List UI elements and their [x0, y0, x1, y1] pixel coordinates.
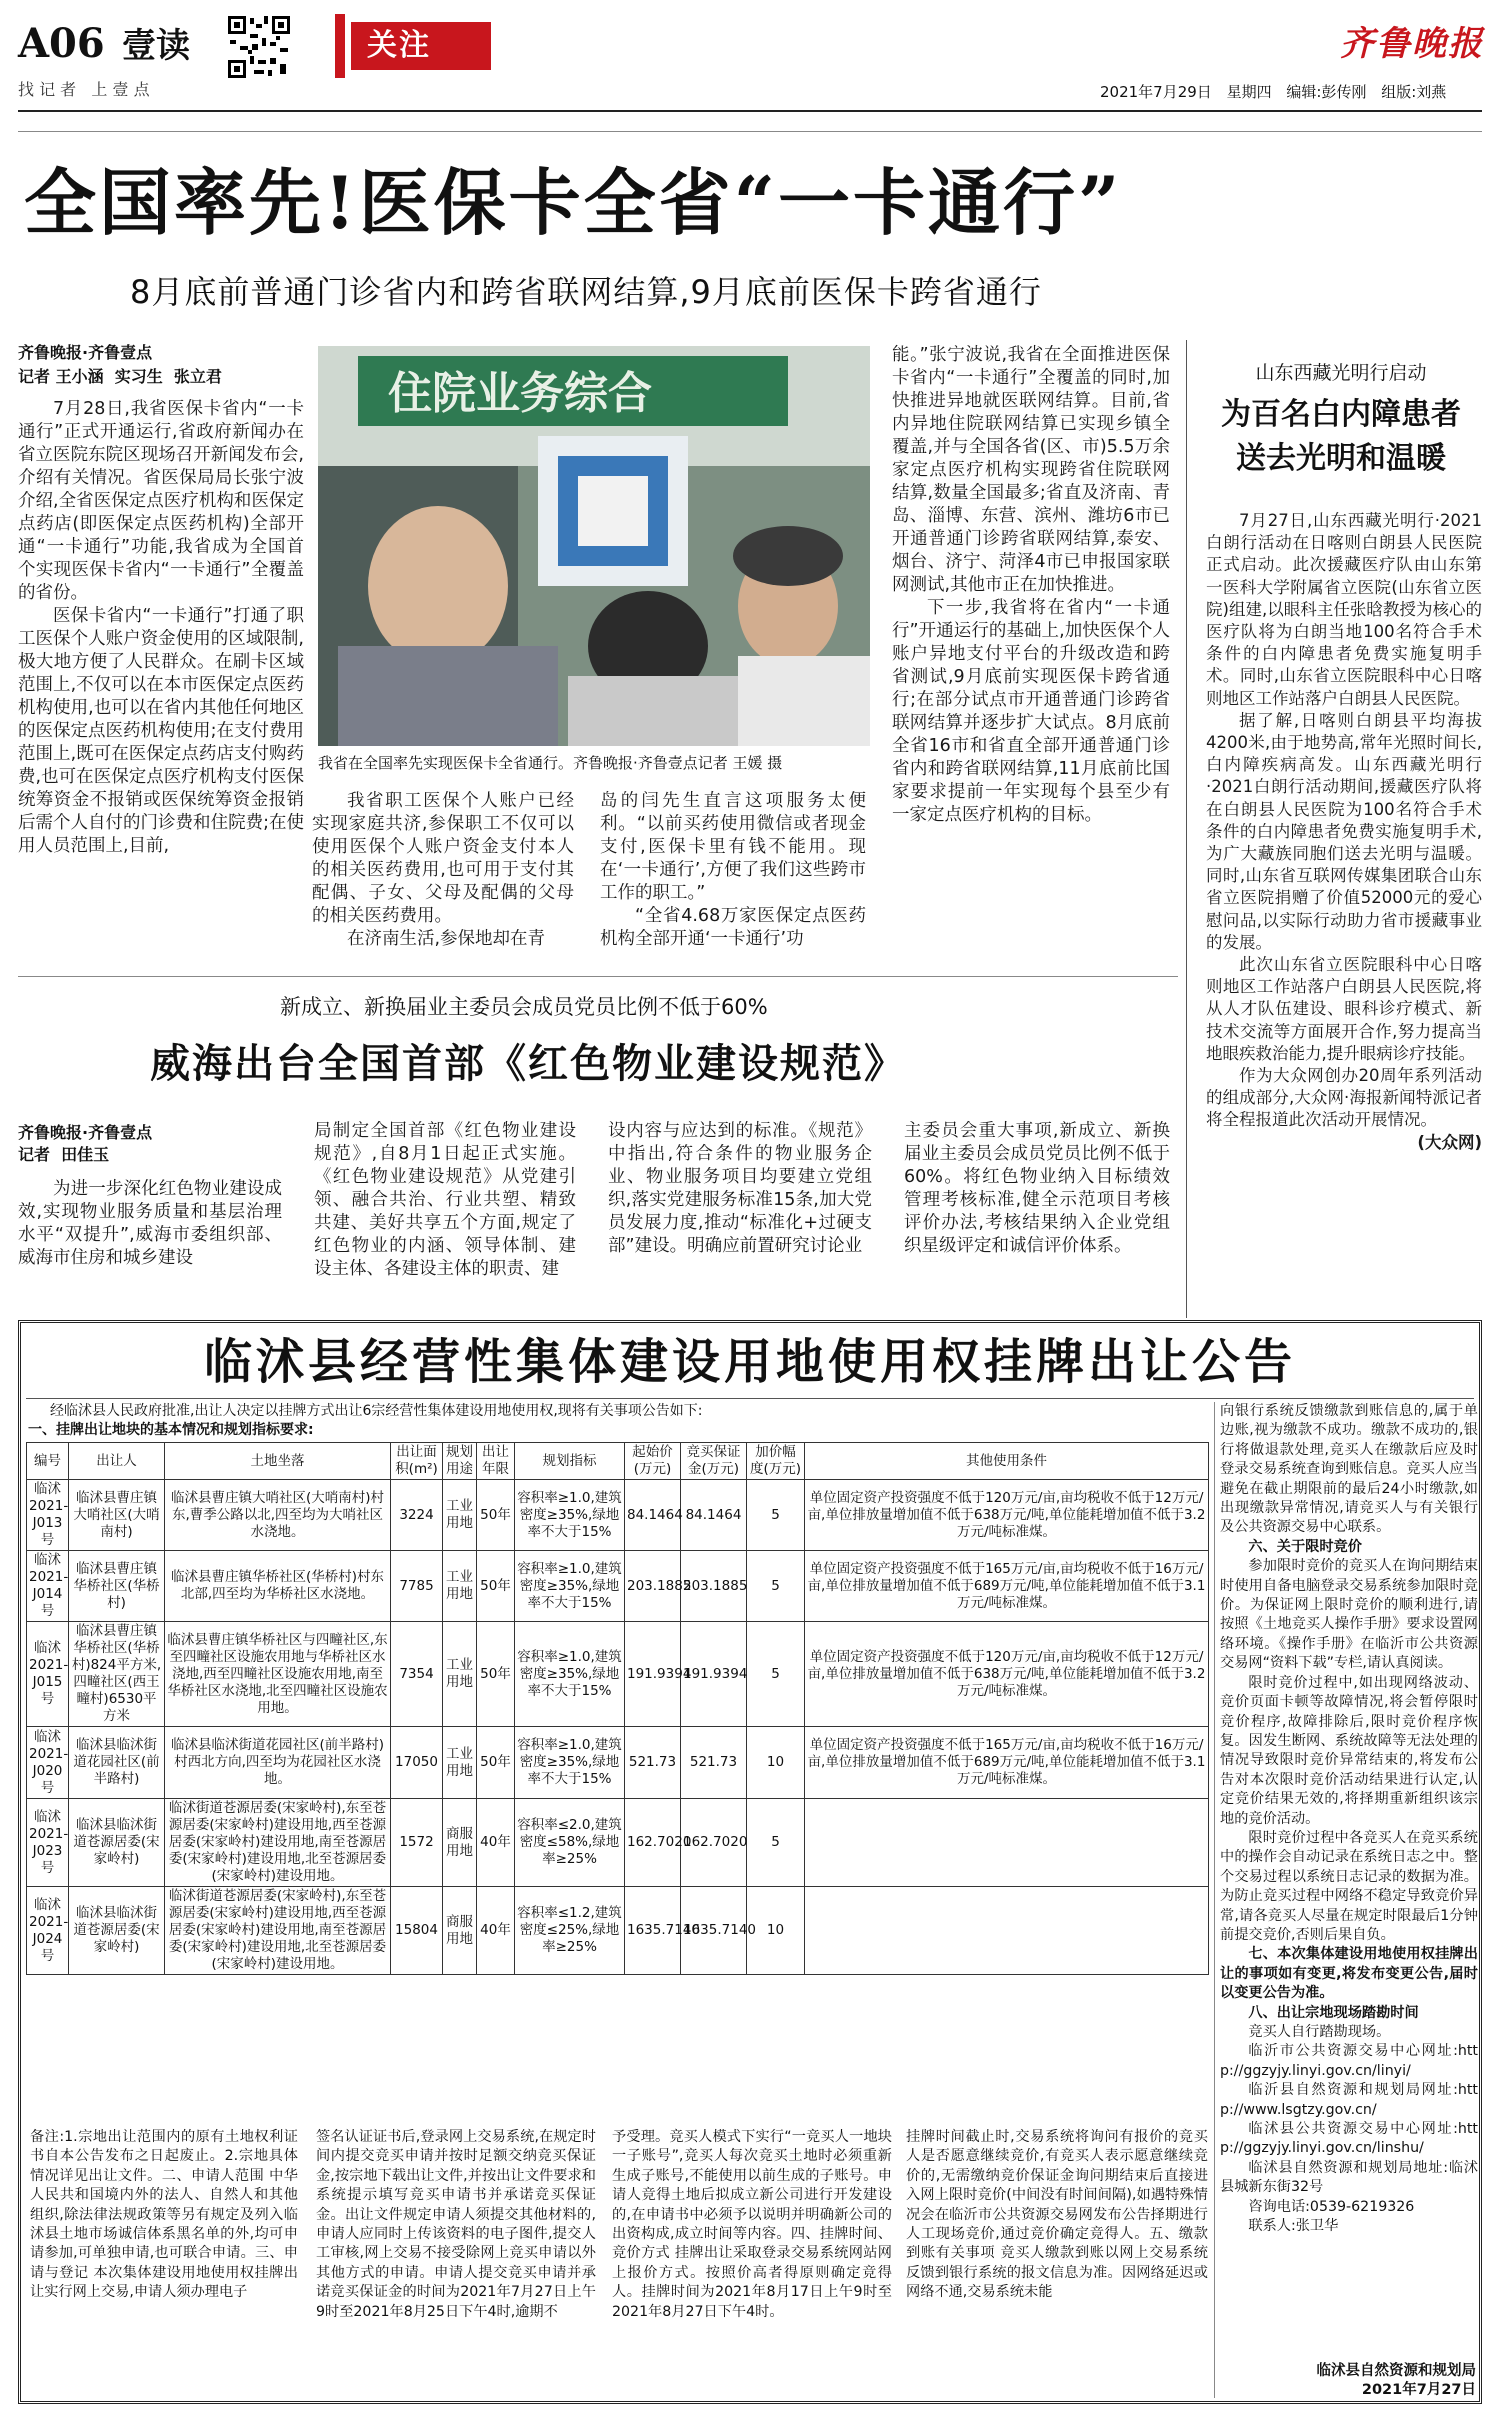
table-header: 出让面积(m²) [391, 1443, 443, 1480]
notice-bottom-column-1: 备注:1.宗地出让范围内的原有土地权利证书自本公告发布之日起废止。2.宗地具体情况详见出让文件。二、申请人范围 中华人民共和国境内外的法人、自然人和其他组织,除法律法规政策等另有规定及列入临沭县土地市场诚信体系黑名单的外,均可申请参加,可单独申请,也可联合申请。三、申请与登记 本次集体建设用地使用权挂牌出让实行网上交易,申请人须办理电子 [30, 2129, 298, 2301]
notice-paragraph: 限时竞价过程中各竞买人在竞买系统中的操作会自动记录在系统日志之中。整个交易过程以系统日志记录的数据为准。为防止竞买过程中网络不稳定导致竞价异常,请各竞买人尽量在规定时限最后1分钟前提交竞价,否则后果自负。 [1220, 1829, 1478, 1943]
lead-reporters: 记者 王小涵 实习生 张立君 [18, 367, 222, 386]
issue-date: 2021年7月29日 [1100, 83, 1212, 101]
cell-term: 40年 [477, 1887, 515, 1975]
cell-area: 17050 [391, 1727, 443, 1799]
second-column-2 [314, 1120, 576, 1306]
cell-deposit: 84.1464 [681, 1480, 747, 1551]
table-header: 规划指标 [515, 1443, 625, 1480]
table-row [27, 1887, 1209, 1975]
notice-intro: 经临沭县人民政府批准,出让人决定以挂牌方式出让6宗经营性集体建设用地使用权,现将有关事项公告如下: [50, 1403, 703, 1419]
cell-land-use: 工业用地 [443, 1551, 477, 1622]
cell-planning-index: 容积率≥1.0,建筑密度≥35%,绿地率不大于15% [515, 1727, 625, 1799]
table-header: 加价幅度(万元) [747, 1443, 805, 1480]
lead-column-1 [18, 398, 304, 960]
table-row [27, 1727, 1209, 1799]
notice-paragraph: 限时竞价过程中,如出现网络波动、竞价页面卡顿等故障情况,将会暂停限时竞价程序,故障排除后,限时竞价程序恢复。因发生断网、系统故障等无法处理的情况导致限时竞价异常结束的,将发布公告对本次限时竞价活动结果进行认定,认定竞价结果无效的,将择期重新组织该宗地的竞价活动。 [1220, 1674, 1478, 1827]
newspaper-logo: 齐鲁晚报 [1340, 24, 1484, 64]
cell-deposit: 162.7020 [681, 1799, 747, 1887]
section-name: 壹读 [122, 26, 190, 66]
cell-location: 临沭县曹庄镇华桥社区与四疃社区,东至四疃社区设施农用地与华桥社区水浇地,西至四疃社区设施农用地,南至华桥社区水浇地,北至四疃社区设施农用地。 [165, 1622, 391, 1727]
cell-location: 临沭县临沭街道花园社区(前半路村)村西北方向,四至均为花园社区水浇地。 [165, 1727, 391, 1799]
notice-bottom-column-2: 签名认证证书后,登录网上交易系统,在规定时间内提交竞买申请并按时足额交纳竞买保证金,按宗地下载出让文件,并按出让文件要求和系统提示填写竞买申请书并承诺竞买保证金。出让文件规定申请人须提交其他材料的,申请人应同时上传该资料的电子图件,提交人工审核,网上交易不接受除网上竞买申请以外其他方式的申请。申请人提交竞买申请并承诺竞买保证金的时间为2021年7月27日上午9时至2021年8月25日下午4时,逾期不 [316, 2129, 596, 2320]
cell-deposit: 521.73 [681, 1727, 747, 1799]
editor: 编辑:彭传刚 [1286, 83, 1367, 101]
masthead-rule [18, 110, 1482, 112]
notice-paragraph: 咨询电话:0539-6219326 [1248, 2198, 1415, 2215]
cell-term: 50年 [477, 1622, 515, 1727]
cell-grantor: 临沭县临沭街道苍源居委(宋家岭村) [69, 1799, 165, 1887]
cell-parcel-id: 临沭2021-J013号 [27, 1480, 69, 1551]
cell-area: 15804 [391, 1887, 443, 1975]
cell-start-price: 162.7020 [625, 1799, 681, 1887]
table-header: 土地坐落 [165, 1443, 391, 1480]
cell-parcel-id: 临沭2021-J015号 [27, 1622, 69, 1727]
second-paragraph: 为进一步深化红色物业建设成效,实现物业服务质量和基层治理水平“双提升”,威海市委组织部、威海市住房和城乡建设 [18, 1179, 282, 1268]
cell-land-use: 商服用地 [443, 1887, 477, 1975]
second-column-3 [608, 1120, 872, 1306]
table-header-row [27, 1443, 1209, 1480]
cell-start-price: 203.1885 [625, 1551, 681, 1622]
cell-other-conditions: 单位固定资产投资强度不低于120万元/亩,亩均税收不低于12万元/亩,单位排放量增加值不低于638万元/吨,单位能耗增加值不低于3.2万元/吨标准煤。 [805, 1622, 1209, 1727]
cell-bid-increment: 5 [747, 1480, 805, 1551]
lead-paragraph: 在济南生活,参保地却在青 [347, 929, 546, 949]
notice-paragraph: 向银行系统反馈缴款到账信息的,属于单边账,视为缴款不成功。缴款不成功的,银行将做退款处理,竞买人在缴款后应及时登录交易系统查询到账信息。竞买人应当避免在截止期限前的最后24小时缴款,如出现缴款异常情况,请竞买人与有关银行及公共资源交易中心联系。 [1220, 1403, 1478, 1536]
cell-grantor: 临沭县临沭街道花园社区(前半路村) [69, 1727, 165, 1799]
lead-paragraph: “全省4.68万家医保定点医药机构全部开通‘一卡通行’功 [600, 906, 866, 949]
notice-paragraph: 竞买人自行踏勘现场。 [1248, 2024, 1391, 2040]
table-header: 出让人 [69, 1443, 165, 1480]
cell-parcel-id: 临沭2021-J023号 [27, 1799, 69, 1887]
cell-parcel-id: 临沭2021-J024号 [27, 1887, 69, 1975]
cell-deposit: 203.1885 [681, 1551, 747, 1622]
photo-caption: 我省在全国率先实现医保卡全省通行。齐鲁晚报·齐鲁壹点记者 王媛 摄 [318, 754, 783, 772]
cell-planning-index: 容积率≥1.0,建筑密度≥35%,绿地率不大于15% [515, 1480, 625, 1551]
notice-link[interactable]: 临沂市公共资源交易中心网址:http://ggzyjy.linyi.gov.cn/linyi/ [1220, 2043, 1478, 2079]
cell-area: 1572 [391, 1799, 443, 1887]
cell-land-use: 工业用地 [443, 1727, 477, 1799]
cell-other-conditions [805, 1887, 1209, 1975]
notice-bottom-column-3: 予受理。竞买人模式下实行“一竞买人一地块一子账号”,竞买人每次竞买土地时必须重新生成子账号,不能使用以前生成的子账号。申请人竞得土地后拟成立新公司进行开发建设的,在申请书中必须予以说明并明确新公司的出资构成,成立时间等内容。四、挂牌时间、竞价方式 挂牌出让采取登录交易系统网站网上报价方式。按照价高者得原则确定竞得人。挂牌时间为2021年8月17日上午9时至2021年8月27日下午4时。 [612, 2129, 892, 2320]
cell-area: 7785 [391, 1551, 443, 1622]
cell-land-use: 工业用地 [443, 1622, 477, 1727]
second-paragraph: 设内容与应达到的标准。《规范》中指出,符合条件的物业服务企业、物业服务项目均要建立党组织,落实党建服务标准15条,加大党员发展力度,推动“标准化+过硬支部”建设。明确应前置研究讨论业 [608, 1121, 872, 1256]
masthead-rule-thin [18, 131, 1482, 132]
notice-paragraph: 参加限时竞价的竞买人在询问期结束时使用自备电脑登录交易系统参加限时竞价。为保证网上限时竞价的顺利进行,请按照《土地竞买人操作手册》要求设置网络环境。《操作手册》在临沂市公共资源交易网“资料下载”专栏,请认真阅读。 [1220, 1558, 1478, 1672]
right-story-paragraph: 此次山东省立医院眼科中心日喀则地区工作站落户白朗县人民医院,将从人才队伍建设、眼科诊疗模式、新技术交流等方面展开合作,努力提高当地眼疾救治能力,提升眼病诊疗技能。 [1206, 955, 1482, 1063]
notice-paragraph: 临沭县自然资源和规划局地址:临沭县城新东街32号 [1220, 2159, 1478, 2196]
lead-paragraph: 岛的闫先生直言这项服务太便利。“以前买药使用微信或者现金支付,医保卡里有钱不能用。现在‘一卡通行’,方便了我们这些跨市工作的职工。” [600, 791, 866, 903]
table-row [27, 1622, 1209, 1727]
second-subhead: 新成立、新换届业主委员会成员党员比例不低于60% [280, 995, 768, 1019]
lead-paragraph: 7月28日,我省医保卡省内“一卡通行”正式开通运行,省政府新闻办在省立医院东院区现场召开新闻发布会,介绍有关情况。省医保局局长张宁波介绍,全省医保定点医疗机构和医保定点药店(即医保定点医药机构)全部开通“一卡通行”功能,我省成为全国首个实现医保卡省内“一卡通行”全覆盖的省份。 [18, 399, 304, 603]
notice-heading: 七、本次集体建设用地使用权挂牌出让的事项如有变更,将发布变更公告,届时以变更公告为准。 [1220, 1946, 1478, 2002]
cell-parcel-id: 临沭2021-J020号 [27, 1727, 69, 1799]
second-paragraph: 主委员会重大事项,新成立、新换届业主委员会成员党员比例不低于60%。将红色物业纳入目标绩效管理考核标准,健全示范项目考核评价办法,考核结果纳入企业党组织星级评定和诚信评价体系。 [904, 1121, 1170, 1256]
notice-title: 临沭县经营性集体建设用地使用权挂牌出让公告 [203, 1334, 1296, 1390]
cell-term: 50年 [477, 1727, 515, 1799]
table-header: 规划用途 [443, 1443, 477, 1480]
cell-planning-index: 容积率≤2.0,建筑密度≤58%,绿地率≥25% [515, 1799, 625, 1887]
cell-term: 40年 [477, 1799, 515, 1887]
cell-grantor: 临沭县曹庄镇华桥社区(华桥村)824平方米,四疃社区(西王疃村)6530平方米 [69, 1622, 165, 1727]
notice-table [26, 1442, 1209, 1975]
cell-term: 50年 [477, 1551, 515, 1622]
cell-other-conditions: 单位固定资产投资强度不低于120万元/亩,亩均税收不低于12万元/亩,单位排放量增加值不低于638万元/吨,单位能耗增加值不低于3.2万元/吨标准煤。 [805, 1480, 1209, 1551]
column-divider [1186, 340, 1187, 1318]
notice-date: 2021年7月27日 [1361, 2382, 1476, 2398]
lead-paragraph: 下一步,我省将在省内“一卡通行”开通运行的基础上,加快医保个人账户异地支付平台的升级改造和跨省测试,9月底前实现医保卡跨省通行;在部分试点市开通普通门诊跨省联网结算并逐步扩大试点。8月底前全省16市和省直全部开通普通门诊省内和跨省联网结算,11月底前比国家要求提前一年实现每个县至少有一家定点医疗机构的目标。 [892, 598, 1170, 825]
lead-subhead: 8月底前普通门诊省内和跨省联网结算,9月底前医保卡跨省通行 [130, 273, 1042, 311]
designer: 组版:刘燕 [1381, 83, 1447, 101]
second-source: 齐鲁晚报·齐鲁壹点 [18, 1123, 153, 1142]
masthead-info [1100, 82, 1446, 102]
cell-area: 7354 [391, 1622, 443, 1727]
cell-other-conditions: 单位固定资产投资强度不低于165万元/亩,亩均税收不低于16万元/亩,单位排放量增加值不低于689万元/吨,单位能耗增加值不低于3.1万元/吨标准煤。 [805, 1727, 1209, 1799]
table-header: 其他使用条件 [805, 1443, 1209, 1480]
right-story-paragraph: 7月27日,山东西藏光明行·2021白朗行活动在日喀则白朗县人民医院正式启动。此次援藏医疗队由山东第一医科大学附属省立医院(山东省立医院)组建,以眼科主任张晗教授为核心的医疗队将为白朗当地100名符合手术条件的白内障患者免费实施复明手术。同时,山东省立医院眼科中心日喀则地区工作站落户白朗县人民医院。 [1206, 511, 1482, 708]
cell-term: 50年 [477, 1480, 515, 1551]
section-rule [18, 976, 1178, 977]
slogan: 找 记 者 上 壹 点 [18, 80, 150, 99]
lead-photo [318, 346, 870, 746]
table-header: 编号 [27, 1443, 69, 1480]
svg-text:住院业务综合: 住院业务综合 [388, 368, 652, 419]
second-column-1 [18, 1178, 282, 1304]
cell-bid-increment: 10 [747, 1727, 805, 1799]
notice-paragraph: 联系人:张卫华 [1248, 2218, 1339, 2235]
notice-link[interactable]: 临沂县自然资源和规划局网址:http://www.lsgtzy.gov.cn/ [1220, 2082, 1478, 2118]
second-reporter: 记者 田佳玉 [18, 1145, 110, 1164]
cell-bid-increment: 10 [747, 1887, 805, 1975]
table-header: 起始价(万元) [625, 1443, 681, 1480]
cell-bid-increment: 5 [747, 1551, 805, 1622]
cell-planning-index: 容积率≥1.0,建筑密度≥35%,绿地率不大于15% [515, 1551, 625, 1622]
section-tag-label: 关注 [367, 28, 431, 63]
notice-link[interactable]: 临沭县公共资源交易中心网址:http://ggzyjy.linyi.gov.cn/linshu/ [1220, 2121, 1478, 2157]
cell-location: 临沭县曹庄镇华桥社区(华桥村)村东北部,四至均为华桥社区水浇地。 [165, 1551, 391, 1622]
lead-source: 齐鲁晚报·齐鲁壹点 [18, 343, 153, 362]
cell-location: 临沭街道苍源居委(宋家岭村),东至苍源居委(宋家岭村)建设用地,西至苍源居委(宋家岭村)建设用地,南至苍源居委(宋家岭村)建设用地,北至苍源居委(宋家岭村)建设用地。 [165, 1887, 391, 1975]
cell-parcel-id: 临沭2021-J014号 [27, 1551, 69, 1622]
cell-grantor: 临沭县曹庄镇华桥社区(华桥村) [69, 1551, 165, 1622]
cell-bid-increment: 5 [747, 1799, 805, 1887]
notice-heading: 八、出让宗地现场踏勘时间 [1248, 2004, 1419, 2021]
cell-deposit: 191.9394 [681, 1622, 747, 1727]
cell-start-price: 1635.7140 [625, 1887, 681, 1975]
right-story-headline-line-1: 为百名白内障患者 [1221, 397, 1461, 432]
right-story-headline-line-2: 送去光明和温暖 [1236, 441, 1446, 476]
page-number: A06 [18, 20, 105, 67]
cell-other-conditions [805, 1799, 1209, 1887]
table-header: 出让年限 [477, 1443, 515, 1480]
notice-right-column [1220, 1402, 1478, 2360]
right-story-body [1206, 510, 1482, 1310]
cell-other-conditions: 单位固定资产投资强度不低于165万元/亩,亩均税收不低于16万元/亩,单位排放量增加值不低于689万元/吨,单位能耗增加值不低于3.1万元/吨标准煤。 [805, 1551, 1209, 1622]
lead-paragraph: 我省职工医保个人账户已经实现家庭共济,参保职工不仅可以使用医保个人账户资金支付本人的相关医药费用,也可用于支付其配偶、子女、父母及配偶的父母的相关医药费用。 [312, 791, 574, 926]
second-paragraph: 局制定全国首部《红色物业建设规范》,自8月1日起正式实施。《红色物业建设规范》从党建引领、融合共治、行业共塑、精致共建、美好共享五个方面,规定了红色物业的内涵、领导体制、建设主体、各建设主体的职责、建 [314, 1121, 576, 1279]
notice-signoff: 临沭县自然资源和规划局 [1316, 2363, 1476, 2379]
right-story-kicker: 山东西藏光明行启动 [1255, 362, 1427, 384]
cell-planning-index: 容积率≤1.2,建筑密度≤25%,绿地率≥25% [515, 1887, 625, 1975]
right-story-credit: (大众网) [1417, 1132, 1482, 1152]
lead-headline: 全国率先!医保卡全省“一卡通行” [24, 160, 1123, 245]
cell-area: 3224 [391, 1480, 443, 1551]
right-story-paragraph: 据了解,日喀则白朗县平均海拔4200米,由于地势高,常年光照时间长,白内障疾病高发。山东西藏光明行·2021白朗行活动期间,援藏医疗队将在白朗县人民医院为100名符合手术条件的白内障患者免费实施复明手术,为广大藏族同胞们送去光明与温暖。同时,山东省互联网传媒集团联合山东省立医院捐赠了价值52000元的爱心慰问品,以实际行动助力省市援藏事业的发展。 [1206, 710, 1482, 952]
masthead [0, 0, 1500, 140]
table-header: 竞买保证金(万元) [681, 1443, 747, 1480]
cell-start-price: 84.1464 [625, 1480, 681, 1551]
cell-start-price: 191.9394 [625, 1622, 681, 1727]
notice-title-rule [26, 1398, 1474, 1399]
notice-table-wrap [26, 1442, 1208, 1975]
table-row [27, 1551, 1209, 1622]
cell-grantor: 临沭县临沭街道苍源居委(宋家岭村) [69, 1887, 165, 1975]
notice-bottom-column-4: 挂牌时间截止时,交易系统将询问有报价的竞买人是否愿意继续竞价,有竞买人表示愿意继续竞价的,无需缴纳竞价保证金询问期结束后直接进入网上限时竞价(中间没有时间间隔),如遇特殊情况会在临沂市公共资源交易网发布公告择期进行人工现场竞价,通过竞价确定竞得人。五、缴款到账有关事项 竞买人缴款到账以网上交易系统反馈到银行系统的报文信息为准。因网络延迟或网络不通,交易系统未能 [906, 2129, 1208, 2301]
notice-column-divider [1214, 1402, 1215, 2398]
lead-column-4 [892, 344, 1170, 962]
cell-bid-increment: 5 [747, 1622, 805, 1727]
notice-heading: 六、关于限时竞价 [1248, 1538, 1362, 1555]
lead-column-3 [600, 790, 866, 962]
second-headline: 威海出台全国首部《红色物业建设规范》 [150, 1040, 906, 1087]
cell-land-use: 商服用地 [443, 1799, 477, 1887]
weekday: 星期四 [1226, 83, 1272, 101]
cell-start-price: 521.73 [625, 1727, 681, 1799]
section-tag [335, 14, 501, 78]
notice-section-1: 一、挂牌出让地块的基本情况和规划指标要求: [28, 1422, 314, 1438]
table-row [27, 1480, 1209, 1551]
cell-grantor: 临沭县曹庄镇大哨社区(大哨南村) [69, 1480, 165, 1551]
cell-location: 临沭县曹庄镇大哨社区(大哨南村)村东,曹季公路以北,四至均为大哨社区水浇地。 [165, 1480, 391, 1551]
lead-column-2 [312, 790, 574, 962]
lead-paragraph: 医保卡省内“一卡通行”打通了职工医保个人账户资金使用的区域限制,极大地方便了人民群众。在刷卡区域范围上,不仅可以在本市医保定点医药机构使用,也可以在省内其他任何地区的医保定点医药机构使用;在支付费用范围上,既可在医保定点药店支付购药费,也可在医保定点医疗机构支付医保统筹资金不报销或医保统筹资金报销后需个人自付的门诊费和住院费;在使用人员范围上,目前, [18, 606, 304, 856]
lead-paragraph: 能。”张宁波说,我省在全面推进医保卡省内“一卡通行”全覆盖的同时,加快推进异地就医联网结算。目前,省内异地住院联网结算已实现乡镇全覆盖,并与全国各省(区、市)5.5万余家定点医疗机构实现跨省住院联网结算,数量全国最多;省直及济南、青岛、淄博、东营、滨州、潍坊6市已开通普通门诊跨省联网结算,泰安、烟台、济宁、菏泽4市已申报国家联网测试,其他市正在加快推进。 [892, 345, 1170, 595]
cell-planning-index: 容积率≥1.0,建筑密度≥35%,绿地率不大于15% [515, 1622, 625, 1727]
cell-deposit: 1635.7140 [681, 1887, 747, 1975]
cell-location: 临沭街道苍源居委(宋家岭村),东至苍源居委(宋家岭村)建设用地,西至苍源居委(宋家岭村)建设用地,南至苍源居委(宋家岭村)建设用地,北至苍源居委(宋家岭村)建设用地。 [165, 1799, 391, 1887]
table-row [27, 1799, 1209, 1887]
cell-land-use: 工业用地 [443, 1480, 477, 1551]
right-story-paragraph: 作为大众网创办20周年系列活动的组成部分,大众网·海报新闻特派记者将全程报道此次活动开展情况。 [1206, 1066, 1482, 1130]
qr-code-icon [226, 14, 292, 80]
second-column-4 [904, 1120, 1170, 1306]
